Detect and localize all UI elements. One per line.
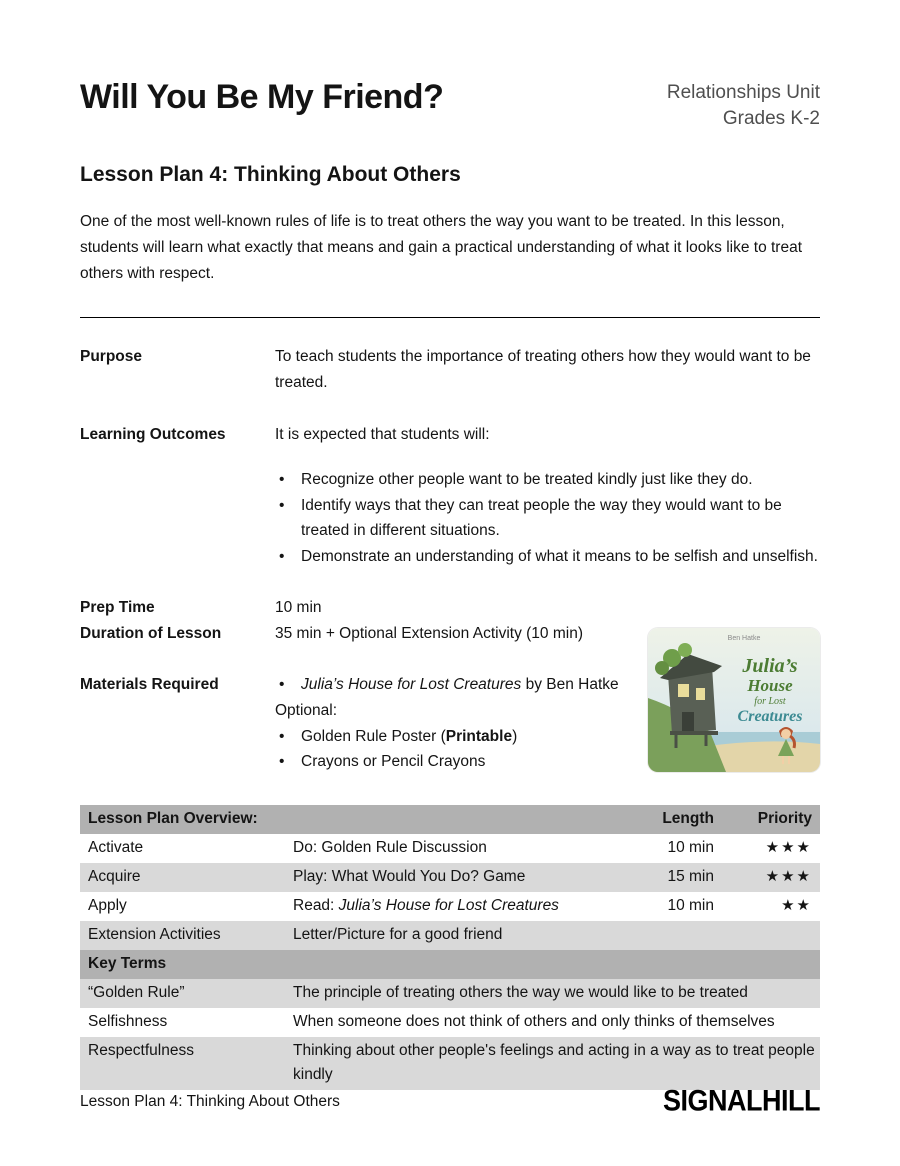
cell-term: Selfishness — [88, 1013, 168, 1031]
book-cover-image — [648, 628, 820, 772]
page-title: Will You Be My Friend? — [80, 78, 444, 116]
table-header-title: Lesson Plan Overview: — [88, 810, 258, 828]
poster-printable: Printable — [445, 727, 513, 745]
cell-activity: Letter/Picture for a good friend — [293, 926, 503, 944]
cover-title-line2: House — [747, 676, 793, 695]
cell-activity: Play: What Would You Do? Game — [293, 868, 526, 886]
cell-priority-stars: ★★ — [781, 897, 812, 915]
page-footer — [80, 1086, 820, 1117]
list-item — [275, 493, 820, 544]
cell-phase: Extension Activities — [88, 926, 221, 944]
section-divider — [80, 317, 820, 318]
key-term-row — [80, 1037, 820, 1090]
unit-info — [667, 78, 820, 131]
key-term-row — [80, 979, 820, 1008]
optional-label: Optional: — [275, 702, 338, 719]
cell-length: 15 min — [667, 868, 714, 886]
purpose-label: Purpose — [80, 348, 143, 366]
book-title-text: Julia’s House for Lost Creatures — [301, 676, 522, 694]
outcome-text: Identify ways that they can treat people the way they would want to be treated in different situations. — [301, 496, 782, 540]
cell-priority-stars: ★★★ — [765, 839, 812, 857]
cell-term: Respectfulness — [88, 1042, 194, 1060]
bullet-icon: • — [279, 676, 285, 694]
duration-label: Duration of Lesson — [80, 624, 222, 642]
cover-title-line3: for Lost — [754, 696, 786, 707]
cell-phase: Activate — [88, 839, 144, 857]
activity-prefix: Read: — [293, 897, 339, 915]
outcomes-list — [275, 467, 820, 569]
list-item — [275, 467, 820, 493]
list-item — [275, 724, 643, 750]
bullet-icon: • — [279, 496, 285, 514]
learning-outcomes-content — [275, 422, 820, 570]
cell-term: “Golden Rule” — [88, 984, 185, 1002]
cell-phase: Apply — [88, 897, 127, 915]
list-item — [275, 544, 820, 570]
bullet-icon: • — [279, 753, 285, 771]
list-item — [275, 672, 643, 698]
unit-name: Relationships Unit — [666, 82, 820, 103]
learning-outcomes-label: Learning Outcomes — [80, 425, 226, 443]
cell-priority-stars: ★★★ — [765, 868, 812, 886]
signal-hill-logo: SIGNALHILL — [663, 1084, 820, 1118]
lesson-plan-heading: Lesson Plan 4: Thinking About Others — [80, 163, 461, 187]
cell-definition: When someone does not think of others and only thinks of themselves — [293, 1013, 775, 1031]
poster-suffix: ) — [512, 727, 518, 745]
key-term-row — [80, 1008, 820, 1037]
activity-book-title: Julia’s House for Lost Creatures — [338, 897, 559, 915]
book-cover-illustration — [648, 628, 820, 772]
cell-activity: Do: Golden Rule Discussion — [293, 839, 487, 857]
cell-phase: Acquire — [88, 868, 141, 886]
cover-title-line4: Creatures — [737, 708, 803, 725]
learning-outcomes-row — [80, 422, 820, 570]
page-header — [80, 78, 820, 131]
outcome-text: Recognize other people want to be treated kindly just like they do. — [301, 471, 753, 489]
key-terms-header: Key Terms — [88, 955, 167, 973]
materials-content — [275, 672, 643, 774]
grade-range: Grades K-2 — [722, 107, 820, 129]
material-book — [301, 672, 619, 698]
material-poster — [301, 724, 517, 750]
materials-label: Materials Required — [80, 676, 219, 694]
table-row — [80, 863, 820, 892]
cover-title-line1: Julia’s — [742, 655, 798, 677]
duration-value: 35 min + Optional Extension Activity (10 min) — [275, 624, 583, 642]
table-header-priority: Priority — [757, 810, 812, 828]
footer-lesson-title: Lesson Plan 4: Thinking About Others — [80, 1092, 340, 1110]
cover-author: Ben Hatke — [727, 635, 761, 642]
cell-definition: Thinking about other people's feelings and acting in a way as to treat people kindly — [293, 1042, 815, 1084]
prep-time-value: 10 min — [275, 599, 322, 617]
prep-time-label: Prep Time — [80, 599, 155, 617]
bullet-icon: • — [279, 727, 285, 745]
key-terms-header-row — [80, 950, 820, 979]
material-crayons: Crayons or Pencil Crayons — [301, 753, 486, 771]
table-header-length: Length — [662, 810, 714, 828]
bullet-icon: • — [279, 547, 285, 565]
cell-length: 10 min — [667, 839, 714, 857]
purpose-row — [80, 344, 820, 395]
table-header-row — [80, 805, 820, 834]
list-item — [275, 749, 643, 775]
cell-length: 10 min — [667, 897, 714, 915]
bullet-icon: • — [279, 471, 285, 489]
table-row — [80, 921, 820, 950]
lesson-intro-paragraph: One of the most well-known rules of life is to treat others the way you want to be treated. In this lesson, students will learn what exactly that means and gain a practical understanding of what it looks like to treat others with respect. — [80, 213, 803, 283]
purpose-text: To teach students the importance of treating others how they would want to be treated. — [275, 348, 811, 391]
lesson-plan-overview-table — [80, 805, 820, 1090]
outcomes-intro: It is expected that students will: — [275, 425, 490, 443]
outcome-text: Demonstrate an understanding of what it means to be selfish and unselfish. — [301, 547, 818, 565]
table-row — [80, 834, 820, 863]
table-row — [80, 892, 820, 921]
poster-prefix: Golden Rule Poster ( — [301, 727, 446, 745]
cell-definition: The principle of treating others the way we would like to be treated — [293, 984, 748, 1002]
prep-time-row — [80, 595, 820, 621]
cell-activity — [293, 894, 629, 918]
book-author-text: by Ben Hatke — [521, 676, 619, 694]
